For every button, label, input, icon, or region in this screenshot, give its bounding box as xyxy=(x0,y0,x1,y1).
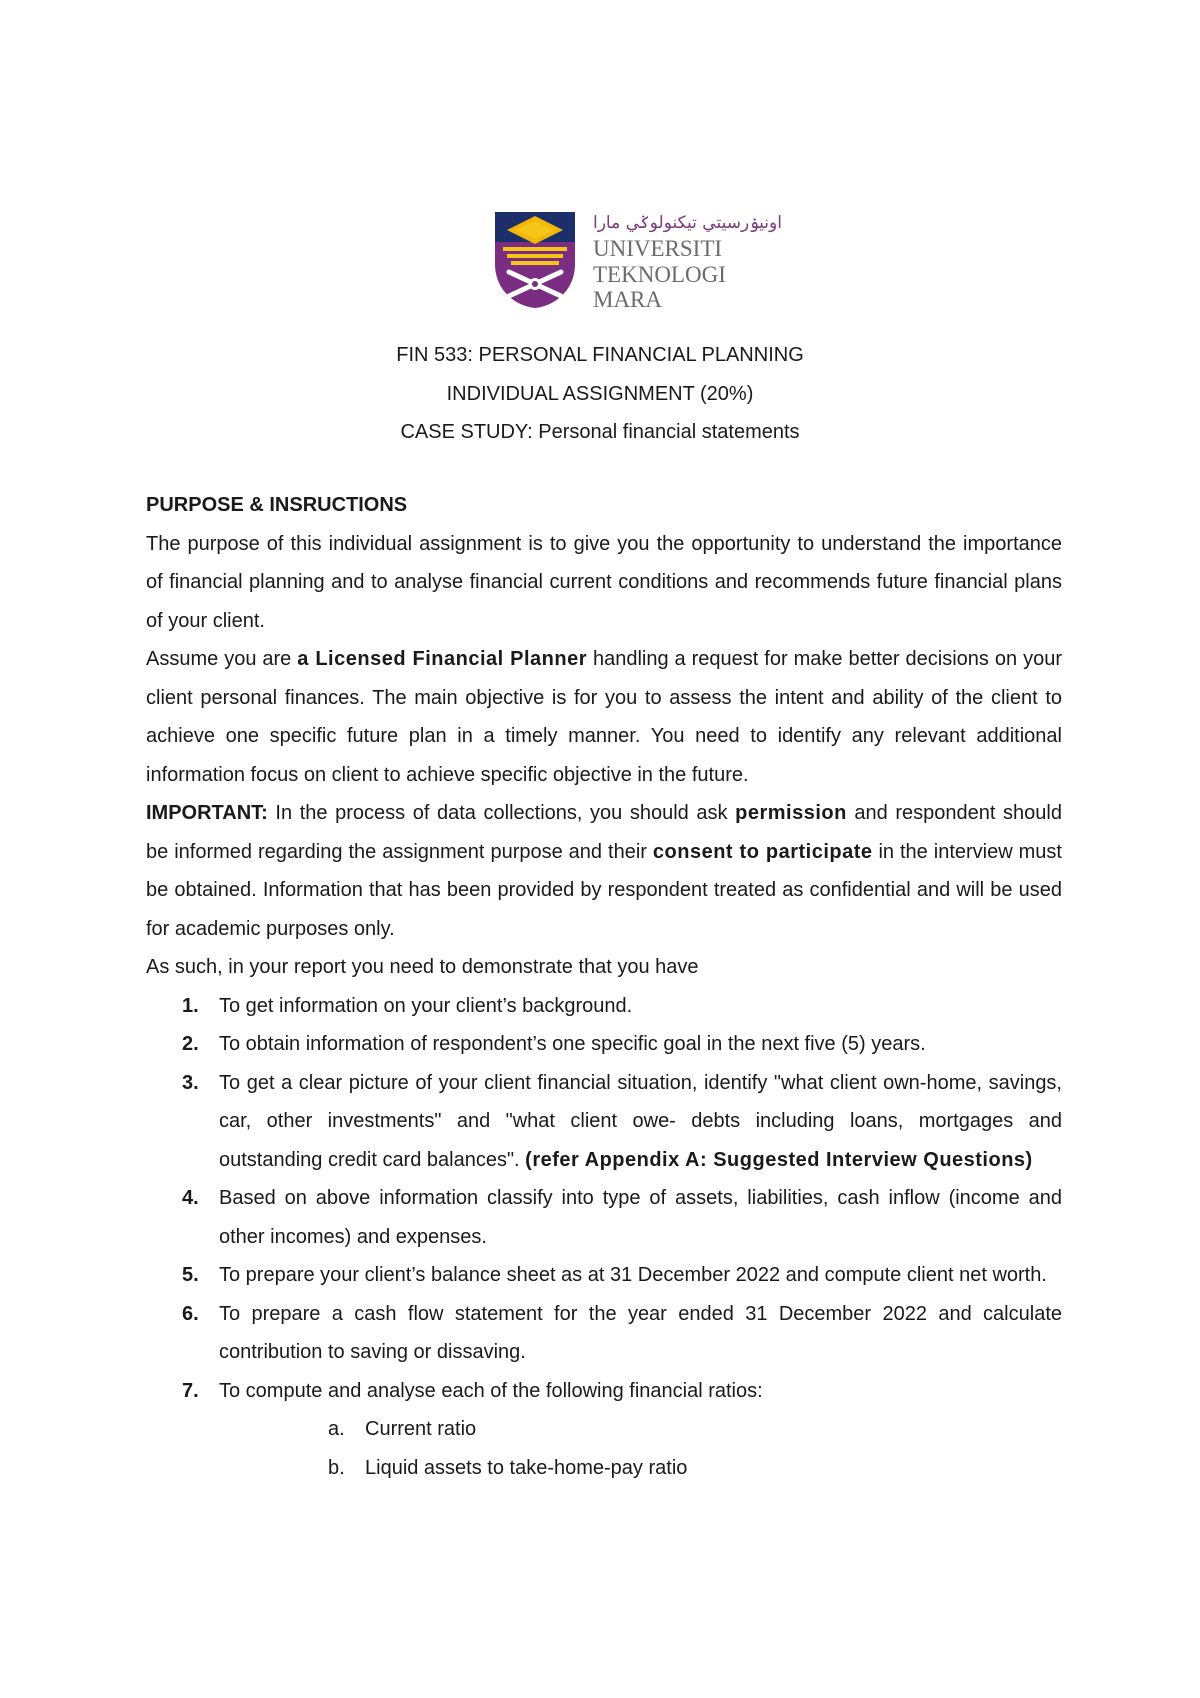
task-text: Based on above information classify into type of assets, liabilities, cash inflow (income and other incomes) and expenses. xyxy=(219,1187,1062,1248)
task-item xyxy=(146,1295,1062,1372)
important-text-start: In the process of data collections, you should ask xyxy=(267,802,736,824)
licensed-planner-emphasis: a Licensed Financial Planner xyxy=(297,648,588,670)
task-number: 6. xyxy=(182,1302,199,1325)
logo-word-teknologi: TEKNOLOGI xyxy=(593,262,726,287)
task-item xyxy=(146,1256,1062,1295)
task-number: 4. xyxy=(182,1187,199,1209)
task-item xyxy=(146,1064,1062,1180)
appendix-reference: (refer Appendix A: Suggested Interview Questions) xyxy=(525,1148,1033,1171)
assume-text-end: handling a request for make better decisions on your client personal finances. The main objective is for you to assess the intent and ability of the client to achieve one specific future plan in a timely manner. You need to identify any relevant additional information focus on client to achieve specific objective in the future. xyxy=(146,648,1062,786)
important-paragraph xyxy=(146,794,1062,948)
ratio-item xyxy=(146,1410,1062,1449)
consent-emphasis: consent to participate xyxy=(652,840,873,863)
important-text-end: in the interview must be obtained. Information that has been provided by respondent treated as confidential and will be used for academic purposes only. xyxy=(146,840,1062,940)
important-text-mid: and respondent should be informed regarding the assignment purpose and their xyxy=(146,802,1062,863)
task-text: To compute and analyse each of the following financial ratios: xyxy=(219,1379,763,1402)
task-number: 3. xyxy=(182,1071,199,1094)
logo-jawi-text: اونيۏرسيتي تيکنولوݢي مارا xyxy=(593,213,782,233)
logo-word-universiti: UNIVERSITI xyxy=(593,236,723,261)
lead-in-text: As such, in your report you need to demonstrate that you have xyxy=(146,956,699,978)
title-block xyxy=(0,336,1200,452)
task-text: To prepare your client’s balance sheet as at 31 December 2022 and compute client net worth. xyxy=(219,1264,1047,1286)
ratio-item xyxy=(146,1449,1062,1488)
assume-text-start: Assume you are xyxy=(146,648,298,670)
permission-emphasis: permission xyxy=(735,802,847,824)
assignment-title: INDIVIDUAL ASSIGNMENT (20%) xyxy=(446,382,754,405)
assume-paragraph xyxy=(146,640,1062,794)
task-number: 5. xyxy=(182,1264,199,1286)
case-study-title: CASE STUDY: Personal financial statements xyxy=(400,421,800,443)
ratio-letter: b. xyxy=(328,1456,345,1479)
uitm-logo xyxy=(493,208,782,313)
section-heading: PURPOSE & INSRUCTIONS xyxy=(146,494,408,516)
task-text: To prepare a cash flow statement for the year ended 31 December 2022 and calculate contribution to saving or dissaving. xyxy=(219,1302,1062,1363)
task-item xyxy=(146,1025,1062,1064)
task-number: 7. xyxy=(182,1379,199,1402)
ratio-letter: a. xyxy=(328,1418,345,1440)
ratio-text: Current ratio xyxy=(365,1418,477,1440)
task-text: To get information on your client’s background. xyxy=(219,994,633,1017)
task-item xyxy=(146,1372,1062,1411)
important-label: IMPORTANT: xyxy=(146,802,268,824)
task-text: To get a clear picture of your client financial situation, identify "what client own-home, savings, car, other investments" and "what client owe- debts including loans, mortgages and outstanding credit card balances". xyxy=(219,1071,1062,1171)
document-body xyxy=(146,486,1062,1487)
task-list xyxy=(146,987,1062,1411)
task-item xyxy=(146,1179,1062,1256)
task-text: To obtain information of respondent’s one specific goal in the next five (5) years. xyxy=(219,1033,926,1055)
ratio-list xyxy=(146,1410,1062,1487)
logo-word-mara: MARA xyxy=(593,287,663,312)
task-number: 1. xyxy=(182,994,199,1017)
task-number: 2. xyxy=(182,1033,199,1055)
purpose-paragraph: The purpose of this individual assignment is to give you the opportunity to understand the importance of financial planning and to analyse financial current conditions and recommends future financial plans of your client. xyxy=(146,532,1062,632)
task-item xyxy=(146,987,1062,1026)
course-title: FIN 533: PERSONAL FINANCIAL PLANNING xyxy=(396,344,804,366)
uitm-logo-graphic xyxy=(493,208,782,313)
ratio-text: Liquid assets to take-home-pay ratio xyxy=(365,1456,688,1479)
